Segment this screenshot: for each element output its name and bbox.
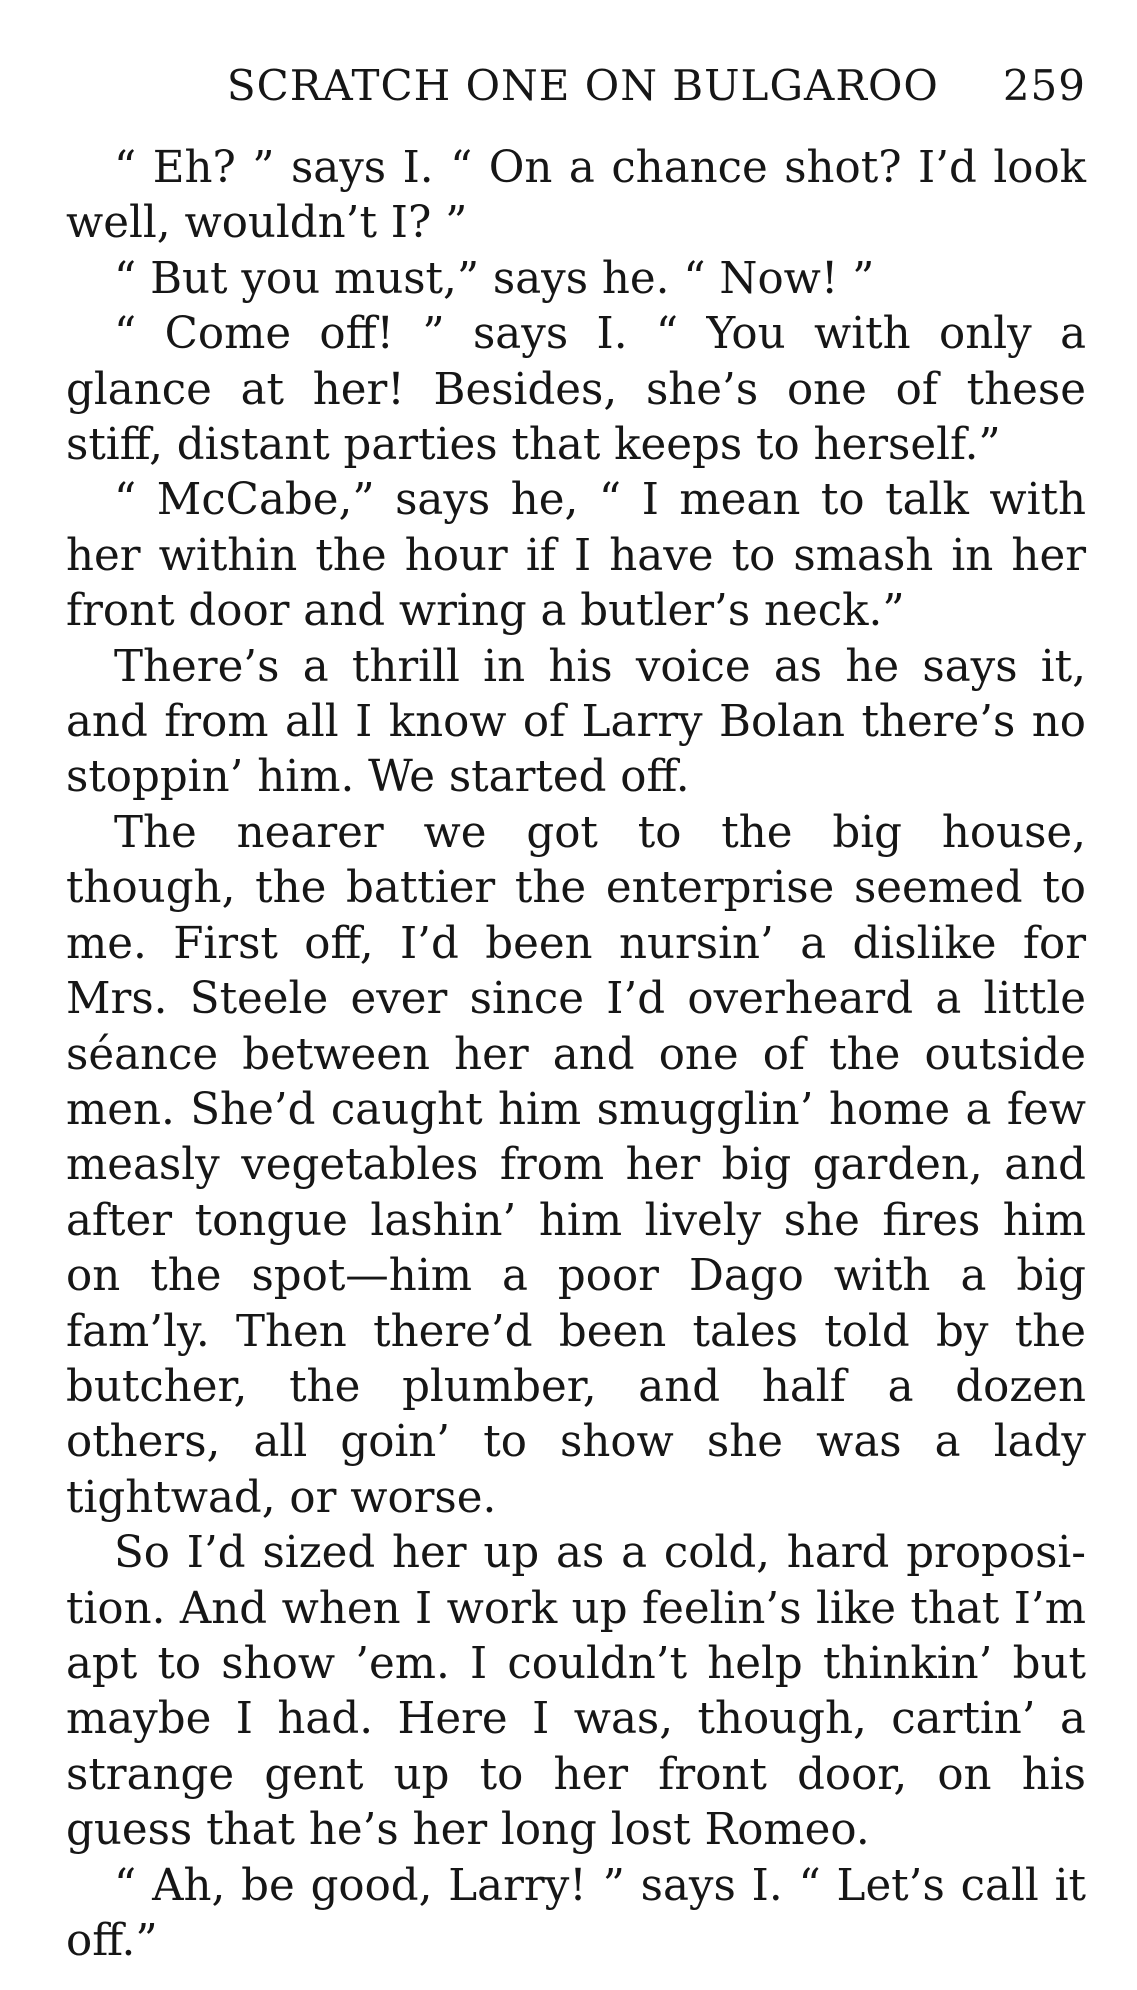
book-page (66, 58, 1086, 1969)
paragraph: “ Come off! ” says I. “ You with only a glance at her! Besides, she’s one of these stiff, distant parties that keeps to herself.” (66, 309, 1086, 471)
running-head (66, 58, 1086, 114)
paragraph: There’s a thrill in his voice as he says it, and from all I know of Larry Bolan there’s no stoppin’ him. We started off. (66, 641, 1086, 803)
paragraph: “ But you must,” says he. “ Now! ” (114, 253, 875, 304)
paragraph: “ McCabe,” says he, “ I mean to talk with her within the hour if I have to smash in her front door and wring a butler’s neck.” (66, 475, 1086, 637)
body-text (66, 141, 1086, 1969)
paragraph: “ Ah, be good, Larry! ” says I. “ Let’s call it off.” (66, 1860, 1086, 1966)
page-number: 259 (1002, 61, 1086, 110)
running-title: SCRATCH ONE ON BULGAROO (226, 61, 939, 110)
paragraph: “ Eh? ” says I. “ On a chance shot? I’d look well, wouldn’t I? ” (66, 143, 1086, 249)
paragraph: So I’d sized her up as a cold, hard proposi-tion. And when I work up feelin’s like that I’m apt to show ’em. I couldn’t help thinkin’ but maybe I had. Here I was, though, cartin’ a strange gent up to her front door, on his guess that he’s her long lost Romeo. (66, 1528, 1086, 1856)
paragraph: The nearer we got to the big house, though, the battier the enterprise seemed to me. First off, I’d been nursin’ a dislike for Mrs. Steele ever since I’d overheard a little séance between her and one of the outside men. She’d caught him smugglin’ home a few measly vegetables from her big garden, and after tongue lashin’ him lively she fires him on the spot—him a poor Dago with a big fam’ly. Then there’d been tales told by the butcher, the plumber, and half a dozen others, all goin’ to show she was a lady tightwad, or worse. (66, 807, 1086, 1523)
